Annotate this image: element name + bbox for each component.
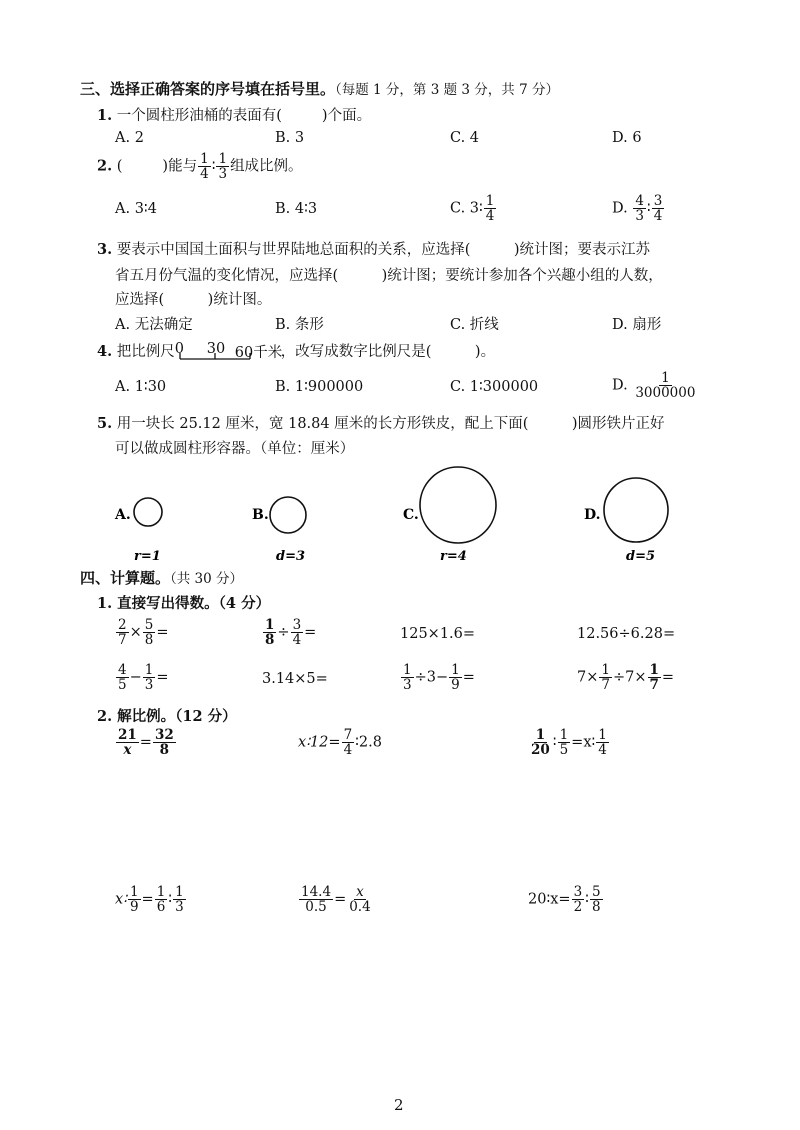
- circle-option-c-letter: C.: [403, 507, 419, 523]
- part-2-title: 2. 解比例。（12 分）: [97, 708, 237, 725]
- circle-option-d-letter: D.: [584, 507, 601, 523]
- question-number: 5.: [97, 415, 113, 432]
- option-d: D. 6: [612, 130, 642, 146]
- option-c: C. 折线: [450, 317, 499, 333]
- expression: $\frac{1}{8}$ ÷ $\frac{3}{4}$ =: [265, 617, 317, 649]
- section-3-heading: [80, 78, 559, 99]
- expression: 125×1.6=: [400, 626, 476, 642]
- fraction: $\frac{1}{4}$: [200, 151, 209, 183]
- question-text: )个面。: [321, 108, 372, 124]
- expression: 7× $\frac{1}{7}$ ÷7× $\frac{1}{7}$ =: [577, 662, 675, 694]
- option-a: A. 无法确定: [115, 317, 193, 333]
- option-c: C. 4: [450, 130, 480, 146]
- question-text: ，改写成数字比例尺是( )。: [280, 344, 496, 360]
- section-4-heading: [80, 567, 243, 588]
- proportion: 20∶x= $\frac{3}{2}$ ∶ $\frac{5}{8}$: [528, 884, 601, 916]
- proportion: $\frac{14.4}{0.5}$ = $\frac{x}{0.4}$: [301, 884, 371, 916]
- option-b: B. 条形: [275, 317, 324, 333]
- question-text: 一个圆柱形油桶的表面有(: [116, 108, 282, 124]
- option-a: A. 1∶30: [115, 379, 167, 395]
- scale-bar: 0 30 60千米: [174, 341, 283, 361]
- part-1-title: 1. 直接写出得数。（4 分）: [97, 595, 271, 612]
- circle-options: [100, 460, 720, 570]
- question-text: 用一块长 25.12 厘米，宽 18.84 厘米的长方形铁皮，配上下面( )圆形铁片正好: [116, 416, 665, 432]
- expression: 3.14×5=: [262, 671, 328, 687]
- option-d: D. 扇形: [612, 317, 662, 333]
- section-4-title: 四、计算题。: [80, 569, 171, 587]
- option-b: B. 1∶900000: [275, 379, 364, 395]
- option-a: A. 2: [115, 130, 144, 146]
- question-text: 应选择( )统计图。: [115, 292, 272, 308]
- option-d: D. $\frac{1}{3000000}$: [612, 370, 696, 402]
- circle-option-a-letter: A.: [115, 507, 131, 523]
- question-text: )能与: [162, 158, 198, 175]
- circle-b: [270, 497, 306, 533]
- scale-bar-line: [175, 341, 281, 361]
- section-3-note: （每题 1 分，第 3 题 3 分，共 7 分）: [335, 82, 559, 98]
- question-4: [97, 340, 495, 361]
- option-b: B. 4∶3: [275, 201, 318, 217]
- circle-b-label: d=3: [276, 549, 306, 564]
- option-c: C. 1∶300000: [450, 379, 539, 395]
- question-text: (: [116, 158, 123, 175]
- question-number: 1.: [97, 107, 113, 124]
- circle-a-label: r=1: [134, 549, 161, 564]
- expression: $\frac{4}{5}$ − $\frac{1}{3}$ =: [118, 662, 169, 694]
- circle-a: [134, 498, 162, 526]
- page-number: 2: [394, 1096, 404, 1114]
- proportion: x∶12= $\frac{7}{4}$ ∶2.8: [298, 727, 382, 759]
- question-number: 4.: [97, 343, 113, 360]
- circle-d-label: d=5: [626, 549, 656, 564]
- expression: $\frac{1}{3}$ ÷3− $\frac{1}{9}$ =: [403, 662, 475, 694]
- section-3-title: 三、选择正确答案的序号填在括号里。: [80, 80, 336, 98]
- option-b: B. 3: [275, 130, 305, 146]
- question-number: 2.: [97, 157, 113, 175]
- question-1: [97, 104, 371, 125]
- option-d: D. $\frac{4}{3}$ ∶ $\frac{3}{4}$: [612, 193, 663, 225]
- proportion: $\frac{21}{x}$ = $\frac{32}{8}$: [118, 727, 174, 759]
- circle-d: [604, 478, 668, 542]
- circle-c-label: r=4: [440, 549, 467, 564]
- option-c: C. 3∶ $\frac{1}{4}$: [450, 193, 495, 225]
- question-text: 省五月份气温的变化情况，应选择( )统计图；要统计参加各个兴趣小组的人数，: [115, 268, 663, 284]
- proportion: x∶ $\frac{1}{9}$ = $\frac{1}{6}$ ∶ $\frac{1}{3}$: [115, 884, 184, 916]
- expression: 12.56÷6.28=: [577, 626, 676, 642]
- question-number: 3.: [97, 241, 113, 258]
- question-text: 可以做成圆柱形容器。（单位：厘米）: [115, 441, 355, 457]
- proportion: $\frac{1}{20}$ ∶ $\frac{1}{5}$ =x∶ $\frac{1}{4}$: [531, 727, 607, 759]
- question-3: [97, 238, 650, 259]
- question-5: [97, 412, 665, 433]
- question-2: 2. ( )能与 $\frac{1}{4}$ ∶ $\frac{1}{3}$ 组成比例。: [97, 151, 303, 183]
- section-4-note: （共 30 分）: [170, 571, 244, 587]
- expression: $\frac{2}{7}$ × $\frac{5}{8}$ =: [118, 617, 169, 649]
- circle-option-b-letter: B.: [252, 507, 269, 523]
- question-text: 把比例尺: [116, 344, 175, 360]
- question-text: 组成比例。: [230, 158, 303, 175]
- question-text: 要表示中国国土面积与世界陆地总面积的关系，应选择( )统计图；要表示江苏: [116, 242, 651, 258]
- option-a: A. 3∶4: [115, 201, 157, 217]
- circle-c: [420, 467, 496, 543]
- fraction: $\frac{1}{3}$: [218, 151, 228, 183]
